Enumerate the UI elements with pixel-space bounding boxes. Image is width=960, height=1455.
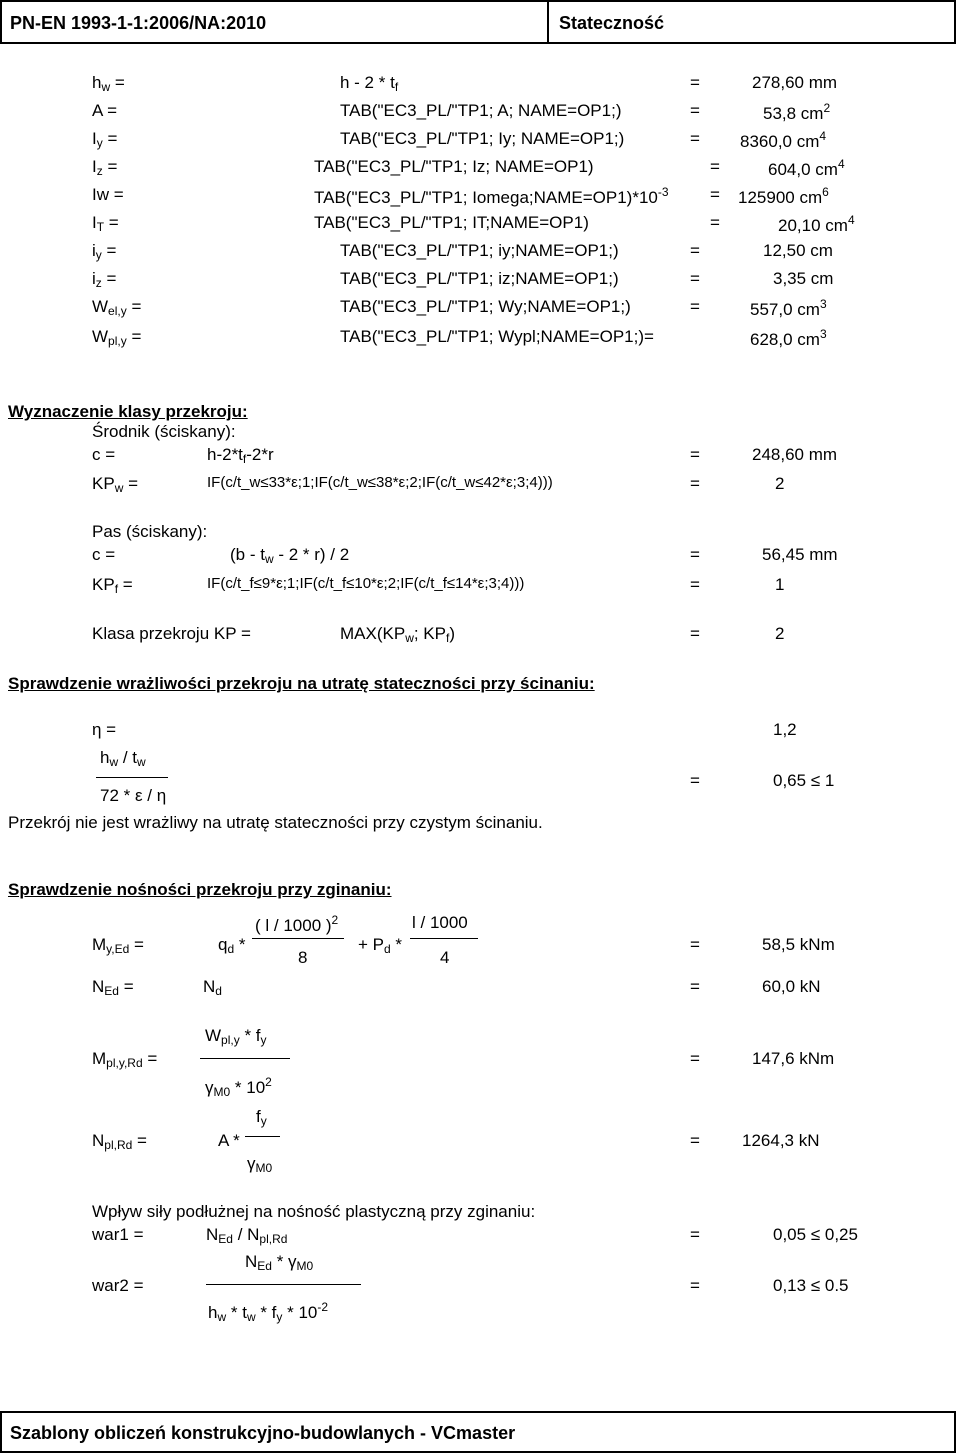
c-web-name: c = (92, 445, 116, 464)
war2-name: war2 = (92, 1276, 144, 1295)
kp-web-formula: IF(c/t_w≤33*ε;1;IF(c/t_w≤38*ε;2;IF(c/t_w≤42*ε;3;4))) (207, 474, 553, 491)
war1-name: war1 = (92, 1225, 144, 1244)
npl-name: $N_{pl,Rd}$ = (92, 1131, 147, 1152)
param-row-Iy (0, 129, 960, 153)
my-eq: = (690, 935, 700, 954)
param-name: $I_z$ = (92, 157, 118, 178)
param-name: $i_z$ = (92, 269, 117, 290)
mpl-denominator: $\gamma_{M0} * 10^2$ (205, 1075, 272, 1099)
ned-name: $N_{Ed}$ = (92, 977, 134, 998)
c-flange-eq: = (690, 545, 700, 564)
param-name: $i_y$ = (92, 241, 117, 262)
param-formula: TAB("EC3_PL/"TP1; iz;NAME=OP1;) (340, 269, 619, 288)
eta-label: η = (92, 720, 117, 739)
footer-text: Szablony obliczeń konstrukcyjno-budowlanych - VCmaster (10, 1423, 516, 1443)
war2-eq: = (690, 1276, 700, 1295)
header-topic: Stateczność (559, 13, 665, 33)
param-row-Iw (0, 185, 960, 209)
npl-value: 1264,3 kN (742, 1131, 820, 1150)
war2-denominator: $h_w * t_w * f_y * 10^{-2}$ (208, 1300, 329, 1324)
page-footer (0, 1411, 956, 1453)
param-name: Iw = (92, 185, 124, 204)
mpl-bar (200, 1058, 290, 1059)
ned-value: 60,0 kN (762, 977, 821, 996)
klasa-formula: $MAX(KP_w$; $KP_f$) (340, 624, 455, 645)
fraction-bar (96, 777, 168, 778)
shear-eq: = (690, 771, 700, 790)
c-web-formula: $h-2*t_f-2*r$ (207, 445, 274, 466)
my-name: $M_{y,Ed}$ = (92, 935, 144, 956)
param-value: 20,10 $cm^4$ (778, 213, 855, 235)
kp-web-name: $KP_w$ = (92, 474, 139, 495)
my-value: 58,5 kNm (762, 935, 835, 954)
param-formula: TAB("EC3_PL/"TP1; IT;NAME=OP1) (314, 213, 589, 232)
mpl-eq: = (690, 1049, 700, 1068)
c-flange-value: 56,45 mm (762, 545, 838, 564)
ned-formula: $N_d$ (203, 977, 222, 998)
c-web-row (0, 445, 960, 469)
param-formula: TAB("EC3_PL/"TP1; iy;NAME=OP1;) (340, 241, 619, 260)
section-title-shear: Sprawdzenie wrażliwości przekroju na utratę stateczności przy ścinaniu: (8, 674, 595, 693)
param-eq: = (690, 241, 700, 260)
param-formula: TAB("EC3_PL/"TP1; Wypl;NAME=OP1;)= (340, 327, 654, 346)
kp-web-eq: = (690, 474, 700, 493)
header-standard: PN-EN 1993-1-1:2006/NA:2010 (10, 13, 267, 33)
klasa-row (0, 624, 960, 648)
section-title-class: Wyznaczenie klasy przekroju: (8, 402, 248, 421)
param-row-iz (0, 269, 960, 293)
npl-bar (245, 1136, 280, 1137)
my-den-right: 4 (440, 948, 450, 967)
param-value: 12,50 cm (763, 241, 833, 260)
param-value: 604,0 $cm^4$ (768, 157, 845, 179)
param-eq: = (690, 129, 700, 148)
param-value: 557,0 $cm^3$ (750, 297, 827, 319)
war1-formula: $N_{Ed} / N_{pl,Rd}$ (206, 1225, 288, 1246)
shear-fraction-numerator: $h_w / t_w$ (100, 748, 146, 769)
param-eq: = (690, 73, 700, 92)
web-label: Środnik (ściskany): (92, 422, 236, 441)
kp-flange-name: $KP_f$ = (92, 575, 133, 596)
param-value: 125900 $cm^6$ (738, 185, 829, 207)
my-pd: + $P_d$ * (358, 935, 403, 956)
param-formula: h - $2 * t_f$ (340, 73, 399, 94)
kp-flange-formula: IF(c/t_f≤9*ε;1;IF(c/t_f≤10*ε;2;IF(c/t_f≤14*ε;3;4))) (207, 575, 525, 592)
param-eq: = (710, 185, 720, 204)
npl-eq: = (690, 1131, 700, 1150)
axial-label: Wpływ siły podłużnej na nośność plastyczną przy zginaniu: (92, 1202, 536, 1221)
war1-eq: = (690, 1225, 700, 1244)
param-name: $W_{pl,y}$ = (92, 327, 142, 348)
my-num-left: ( l / 1000 )$^2$ (255, 913, 339, 935)
param-row-Wely (0, 297, 960, 321)
param-row-Wply (0, 327, 960, 351)
c-web-value: 248,60 mm (752, 445, 838, 464)
shear-fraction-denominator: 72 * ε / η (100, 786, 167, 805)
param-formula: TAB("EC3_PL/"TP1; A; NAME=OP1;) (340, 101, 622, 120)
klasa-value: 2 (775, 624, 785, 643)
param-formula: TAB("EC3_PL/"TP1; $Iomega;NAME=OP1)*10^{-3}$ (314, 185, 669, 207)
param-formula: TAB("EC3_PL/"TP1; Wy;NAME=OP1;) (340, 297, 631, 316)
param-eq: = (690, 101, 700, 120)
c-flange-name: c = (92, 545, 116, 564)
my-bar-right (410, 938, 478, 939)
my-bar-left (252, 938, 344, 939)
param-eq: = (690, 297, 700, 316)
kp-web-value: 2 (775, 474, 785, 493)
kp-flange-row (0, 575, 960, 599)
param-value: 278,60 mm (752, 73, 838, 92)
my-den-left: 8 (298, 948, 308, 967)
war2-bar (206, 1284, 361, 1285)
flange-label: Pas (ściskany): (92, 522, 208, 541)
mpl-value: 147,6 kNm (752, 1049, 835, 1068)
eta-value: 1,2 (773, 720, 797, 739)
param-eq: = (690, 269, 700, 288)
param-value: 628,0 $cm^3$ (750, 327, 827, 349)
c-flange-formula: $(b - t_w - 2 * r) / 2$ (230, 545, 350, 566)
mpl-numerator: $W_{pl,y} * f_y$ (205, 1026, 267, 1047)
war2-numerator: $N_{Ed} * \gamma_{M0}$ (245, 1252, 314, 1273)
c-flange-row (0, 545, 960, 569)
npl-numerator: $f_y$ (256, 1107, 267, 1128)
param-name: $I_T$ = (92, 213, 119, 234)
param-row-A (0, 101, 960, 125)
kp-flange-eq: = (690, 575, 700, 594)
npl-denominator: $\gamma_{M0}$ (247, 1154, 273, 1175)
param-name: $W_{el,y}$ = (92, 297, 142, 318)
kp-flange-value: 1 (775, 575, 785, 594)
npl-A: A * (218, 1131, 240, 1150)
param-row-IT (0, 213, 960, 237)
param-formula: TAB("EC3_PL/"TP1; Iz; NAME=OP1) (314, 157, 594, 176)
param-eq: = (710, 213, 720, 232)
my-qd: $q_d$ * (218, 935, 246, 956)
my-num-right: l / 1000 (412, 913, 468, 932)
param-row-iy (0, 241, 960, 265)
param-value: 3,35 cm (773, 269, 834, 288)
param-value: 53,8 $cm^2$ (763, 101, 831, 123)
param-formula: TAB("EC3_PL/"TP1; Iy; NAME=OP1;) (340, 129, 625, 148)
section-title-bending: Sprawdzenie nośności przekroju przy zginaniu: (8, 880, 392, 899)
param-row-hw (0, 73, 960, 97)
kp-web-row (0, 474, 960, 498)
war1-value: 0,05 ≤ 0,25 (773, 1225, 858, 1244)
ned-eq: = (690, 977, 700, 996)
header-divider (547, 2, 549, 42)
c-web-eq: = (690, 445, 700, 464)
page-header (0, 0, 956, 44)
war2-value: 0,13 ≤ 0.5 (773, 1276, 849, 1295)
shear-conclusion: Przekrój nie jest wrażliwy na utratę stateczności przy czystym ścinaniu. (8, 813, 543, 832)
klasa-eq: = (690, 624, 700, 643)
param-name: $h_w$ = (92, 73, 125, 94)
param-row-Iz (0, 157, 960, 181)
klasa-name: Klasa przekroju KP = (92, 624, 251, 643)
param-name: $I_y$ = (92, 129, 118, 150)
param-eq: = (710, 157, 720, 176)
param-name: A = (92, 101, 118, 120)
mpl-name: $M_{pl,y,Rd}$ = (92, 1049, 158, 1070)
shear-value: 0,65 ≤ 1 (773, 771, 835, 790)
param-value: 8360,0 $cm^4$ (740, 129, 827, 151)
